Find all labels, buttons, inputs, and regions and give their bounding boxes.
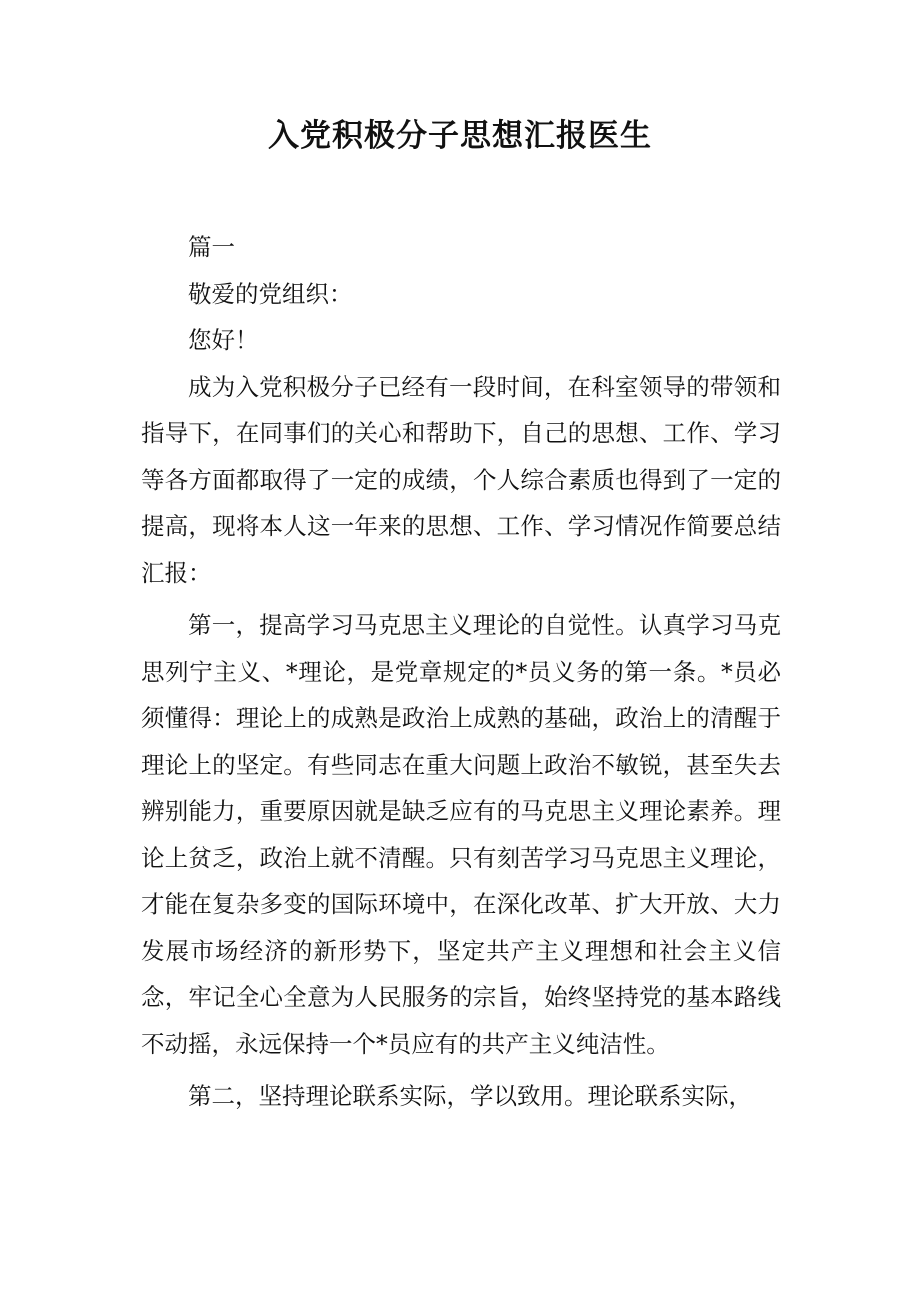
salutation: 敬爱的党组织： xyxy=(188,279,353,308)
paragraph-intro: 成为入党积极分子已经有一段时间，在科室领导的带领和指导下，在同事们的关心和帮助下，自己的思想、工作、学习等各方面都取得了一定的成绩，个人综合素质也得到了一定的提高，现将本人这一年来的思想、工作、学习情况作简要总结汇报： xyxy=(141,372,781,587)
paragraph-point-two: 第二，坚持理论联系实际，学以致用。理论联系实际， xyxy=(188,1082,752,1110)
paragraph-point-one: 第一，提高学习马克思主义理论的自觉性。认真学习马克思列宁主义、*理论，是党章规定的*员义务的第一条。*员必须懂得：理论上的成熟是政治上成熟的基础，政治上的清醒于理论上的坚定。有些同志在重大问题上政治不敏锐，甚至失去辨别能力，重要原因就是缺乏应有的马克思主义理论素养。理论上贫乏，政治上就不清醒。只有刻苦学习马克思主义理论，才能在复杂多变的国际环境中，在深化改革、扩大开放、大力发展市场经济的新形势下，坚定共产主义理想和社会主义信念，牢记全心全意为人民服务的宗旨，始终坚持党的基本路线不动摇，永远保持一个*员应有的共产主义纯洁性。 xyxy=(141,611,781,1058)
section-heading: 篇一 xyxy=(188,233,235,261)
document-body xyxy=(141,224,781,1120)
document-title: 入党积极分子思想汇报医生 xyxy=(268,118,652,154)
greeting: 您好！ xyxy=(188,326,259,354)
